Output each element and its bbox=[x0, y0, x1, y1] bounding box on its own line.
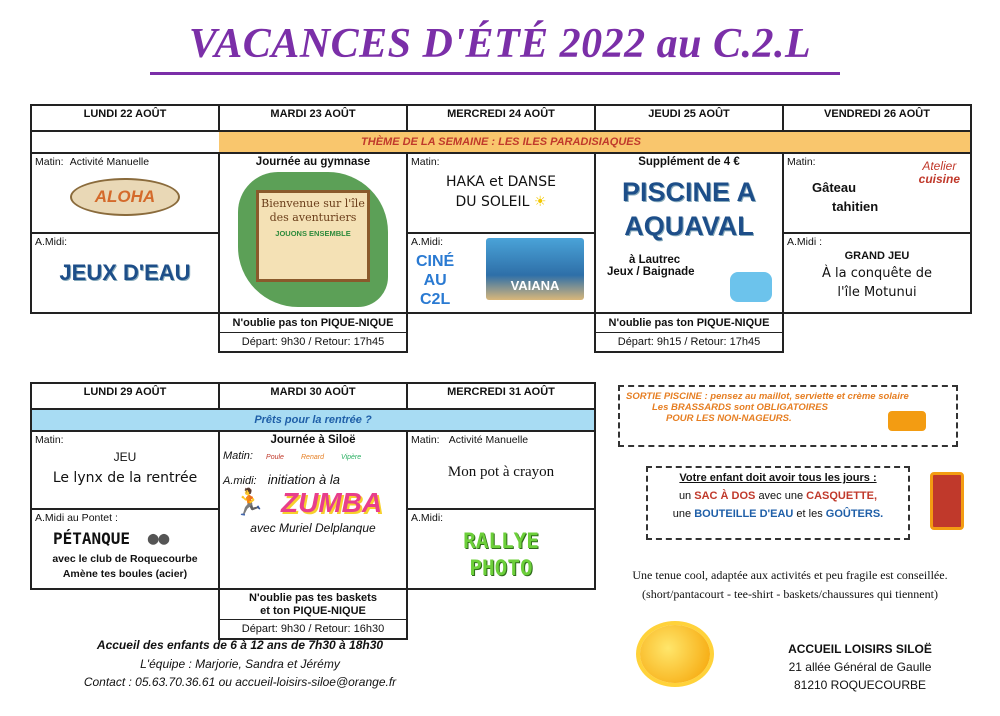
tue30-day: Journée à Siloë Matin: Poule Renard Vipère A.midi: initiation à la 🏃 ZUMBA avec Muriel Delplanque bbox=[219, 431, 407, 589]
day-header: MERCREDI 24 AOÛT bbox=[407, 105, 595, 131]
tiki-mask-icon bbox=[930, 472, 964, 530]
day-header: LUNDI 29 AOÛT bbox=[31, 383, 219, 409]
mon22-afternoon: A.Midi: JEUX D'EAU bbox=[31, 233, 219, 313]
mon22-morning: Matin: Activité Manuelle ALOHA bbox=[31, 153, 219, 233]
day-header: VENDREDI 26 AOÛT bbox=[783, 105, 971, 131]
petanque-balls-icon: ●● bbox=[147, 528, 170, 549]
atelier-cuisine-logo: Atelier cuisine bbox=[918, 159, 960, 187]
snake-icon: Vipère bbox=[341, 454, 362, 461]
wed31-morning: Matin: Activité Manuelle Mon pot à crayon bbox=[407, 431, 595, 509]
week1-theme: THÈME DE LA SEMAINE : LES ILES PARADISIAQUES bbox=[219, 131, 783, 153]
day-header: LUNDI 22 AOÛT bbox=[31, 105, 219, 131]
day-header: MERCREDI 31 AOÛT bbox=[407, 383, 595, 409]
fri26-morning: Matin: Gâteau tahitien Atelier cuisine bbox=[783, 153, 971, 233]
address-block: ACCUEIL LOISIRS SILOË 21 allée Général de Gaulle 81210 ROQUECOURBE bbox=[788, 642, 932, 692]
aloha-sign: ALOHA bbox=[70, 178, 180, 216]
sun-icon: ☀ bbox=[533, 194, 547, 210]
thu25-day: Supplément de 4 € PISCINE A AQUAVAL à Lautrec Jeux / Baignade bbox=[595, 153, 783, 313]
clothing-advice: Une tenue cool, adaptée aux activités et peu fragile est conseillée. (short/pantacourt - tee-shirt - baskets/chaussures qui tiennent) bbox=[632, 568, 948, 602]
week1-table: LUNDI 22 AOÛT MARDI 23 AOÛT MERCREDI 24 AOÛT JEUDI 25 AOÛT VENDREDI 26 AOÛT THÈME DE LA SEMAINE : LES ILES PARADISIAQUES Matin: Activité Manuelle ALOHA Journée au gymnase Bienvenue sur l'île des aventuriers JOUONS ENSEMBLE Matin: HAKA et DANSE DU SOLEIL ☀ Supplément de 4 € PISCINE A AQUAVAL à Lautrec Jeux / Baignade Matin: Gâteau tahitien Atelier cuisine A.Midi: JEUX D'EAU A.Midi: CINÉ AU C2L VAIANA A.Midi : GRAND JEU À la conquête de l'île Motunui N'oublie pas ton PIQUE-NIQUE Départ: 9h30 / Retour: 17h45 N'oublie pas ton PIQUE-NIQUE Départ: 9h15 / Retour: 17h45 bbox=[30, 104, 972, 353]
day-header: MARDI 23 AOÛT bbox=[219, 105, 407, 131]
fox-icon: Renard bbox=[301, 454, 324, 461]
wed31-afternoon: A.Midi: RALLYE PHOTO bbox=[407, 509, 595, 589]
day-header: JEUDI 25 AOÛT bbox=[595, 105, 783, 131]
daily-items-notice: Votre enfant doit avoir tous les jours : un SAC À DOS avec une CASQUETTE, une BOUTEILLE D'EAU et les GOÛTERS. bbox=[646, 466, 910, 540]
wed24-afternoon: A.Midi: CINÉ AU C2L VAIANA bbox=[407, 233, 595, 313]
mon29-afternoon: A.Midi au Pontet : PÉTANQUE ●● avec le club de Roquecourbe Amène tes boules (acier) bbox=[31, 509, 219, 589]
week2-table: LUNDI 29 AOÛT MARDI 30 AOÛT MERCREDI 31 AOÛT Prêts pour la rentrée ? Matin: JEU Le lynx de la rentrée Journée à Siloë Matin: Poule Renard Vipère A.midi: initiation à la 🏃 ZUMBA avec Muriel Delplanque Matin: Activité Manuelle Mon pot à crayon A.Midi au Pontet : PÉTANQUE ●● avec le club de Roquecourbe Amène tes boules (acier) A.Midi: RALLYE PHOTO N'oublie pas tes baskets et ton PIQUE-NIQUE Départ: 9h30 / Retour: 16h30 bbox=[30, 382, 596, 640]
chicken-icon: Poule bbox=[266, 454, 284, 461]
footer-info: Accueil des enfants de 6 à 12 ans de 7h30 à 18h30 L'équipe : Marjorie, Sandra et Jérémy Contact : 05.63.70.36.61 ou accueil-loisirs-siloe@orange.fr bbox=[83, 638, 397, 690]
piscine-notice: SORTIE PISCINE : pensez au maillot, serviette et crème solaire Les BRASSARDS sont OBLIGATOIRES POUR LES NON-NAGEURS. bbox=[618, 385, 958, 447]
page-title: VACANCES D'ÉTÉ 2022 au C.2.L bbox=[188, 21, 812, 67]
wed24-morning: Matin: HAKA et DANSE DU SOLEIL ☀ bbox=[407, 153, 595, 233]
armbands-icon bbox=[888, 411, 926, 431]
welcome-sign: Bienvenue sur l'île des aventuriers JOUONS ENSEMBLE bbox=[256, 190, 370, 282]
vaiana-poster: VAIANA bbox=[486, 238, 584, 300]
day-header: MARDI 30 AOÛT bbox=[219, 383, 407, 409]
sun-mascot-icon bbox=[640, 625, 710, 683]
zumba-logo: ZUMBA bbox=[281, 487, 383, 518]
dancer-icon: 🏃 bbox=[233, 487, 266, 517]
fri26-afternoon: A.Midi : GRAND JEU À la conquête de l'île Motunui bbox=[783, 233, 971, 313]
tue23-day: Journée au gymnase Bienvenue sur l'île des aventuriers JOUONS ENSEMBLE bbox=[219, 153, 407, 313]
mon29-morning: Matin: JEU Le lynx de la rentrée bbox=[31, 431, 219, 509]
swimmer-icon bbox=[730, 272, 772, 302]
title-underline bbox=[150, 72, 840, 75]
week2-theme: Prêts pour la rentrée ? bbox=[31, 409, 595, 431]
